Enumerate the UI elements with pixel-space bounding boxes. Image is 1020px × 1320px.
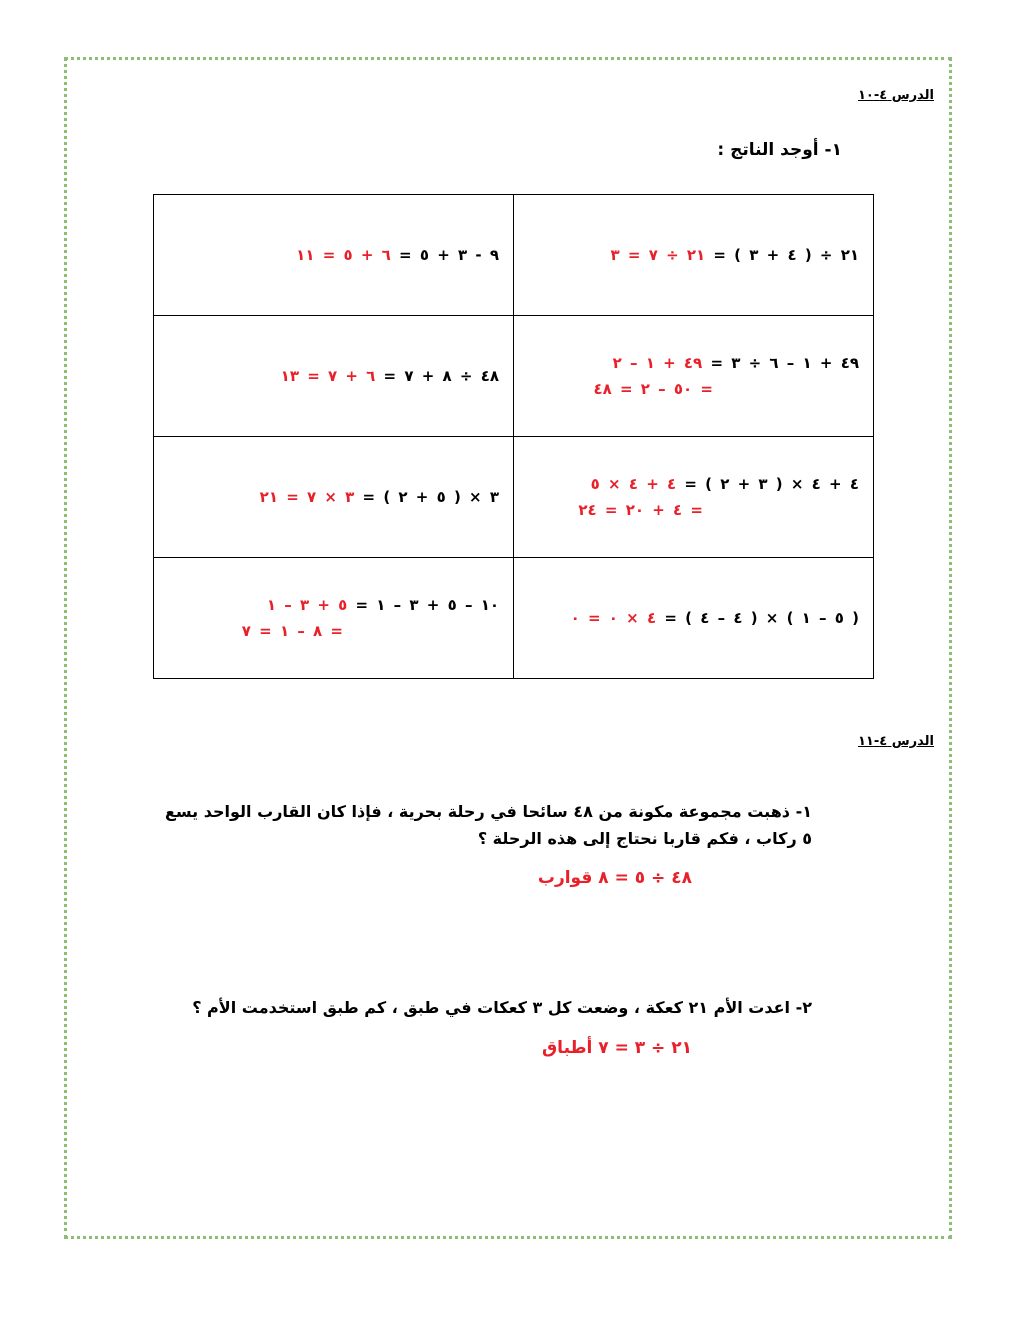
expression: ٤٩ + ١ – ٦ ÷ ٣ = xyxy=(702,354,859,372)
table-cell-left xyxy=(514,316,874,437)
expression: ٤٨ ÷ ٨ + ٧ = xyxy=(375,367,499,385)
table-cell-right xyxy=(154,437,514,558)
solution-line-2: = ٥٠ – ٢ = ٤٨ xyxy=(593,380,713,398)
problem-2-answer: ٢١ ÷ ٣ = ٧ أطباق xyxy=(541,1038,692,1058)
table-row xyxy=(154,558,874,679)
word-problem-1 xyxy=(152,798,812,852)
expression: ٤ + ٤ × ( ٣ + ٢ ) = xyxy=(676,475,859,493)
table-cell-left xyxy=(514,558,874,679)
solution: ٤ × ٠ = ٠ xyxy=(570,609,657,627)
solution-line-2: = ٨ – ١ = ٧ xyxy=(241,622,343,640)
solution: ٤ + ٤ × ٥ xyxy=(590,475,677,493)
word-problem-2 xyxy=(172,994,812,1021)
table-row xyxy=(154,316,874,437)
exercise-table xyxy=(153,194,874,679)
table-cell-right xyxy=(154,558,514,679)
expression: ٢١ ÷ ( ٤ + ٣ ) = xyxy=(705,246,859,264)
lesson-10-title: الدرس ٤-١٠ xyxy=(857,88,934,103)
solution: ٦ + ٥ = ١١ xyxy=(296,246,391,264)
table-row xyxy=(154,195,874,316)
table-row xyxy=(154,437,874,558)
problem-text-line-2: ٥ ركاب ، فكم قاربا نحتاج إلى هذه الرحلة ؟ xyxy=(477,829,812,848)
expression: ٣ × ( ٥ + ٢ ) = xyxy=(354,488,499,506)
table-cell-left xyxy=(514,195,874,316)
solution-line-2: = ٤ + ٢٠ = ٢٤ xyxy=(578,501,703,519)
table-cell-right xyxy=(154,316,514,437)
lesson-11-title: الدرس ٤-١١ xyxy=(857,734,934,749)
problem-text-line-1: ٢- اعدت الأم ٢١ كعكة ، وضعت كل ٣ كعكات في طبق ، كم طبق استخدمت الأم ؟ xyxy=(192,998,812,1017)
solution: ٣ × ٧ = ٢١ xyxy=(259,488,355,506)
table-cell-left xyxy=(514,437,874,558)
question-1-title: ١- أوجد الناتج : xyxy=(717,140,842,160)
expression: ٩ - ٣ + ٥ = xyxy=(390,246,499,264)
expression: ١٠ – ٥ + ٣ – ١ = xyxy=(347,596,499,614)
solution: ٢١ ÷ ٧ = ٣ xyxy=(610,246,706,264)
solution: ٤٩ + ١ – ٢ xyxy=(612,354,703,372)
solution: ٥ + ٣ – ١ xyxy=(266,596,348,614)
table-cell-right xyxy=(154,195,514,316)
problem-1-answer: ٤٨ ÷ ٥ = ٨ قوارب xyxy=(537,868,692,888)
problem-text-line-1: ١- ذهبت مجموعة مكونة من ٤٨ سائحا في رحلة بحرية ، فإذا كان القارب الواحد يسع xyxy=(164,802,812,821)
expression: ( ٥ – ١ ) × ( ٤ – ٤ ) = xyxy=(656,609,859,627)
solution: ٦ + ٧ = ١٣ xyxy=(280,367,376,385)
